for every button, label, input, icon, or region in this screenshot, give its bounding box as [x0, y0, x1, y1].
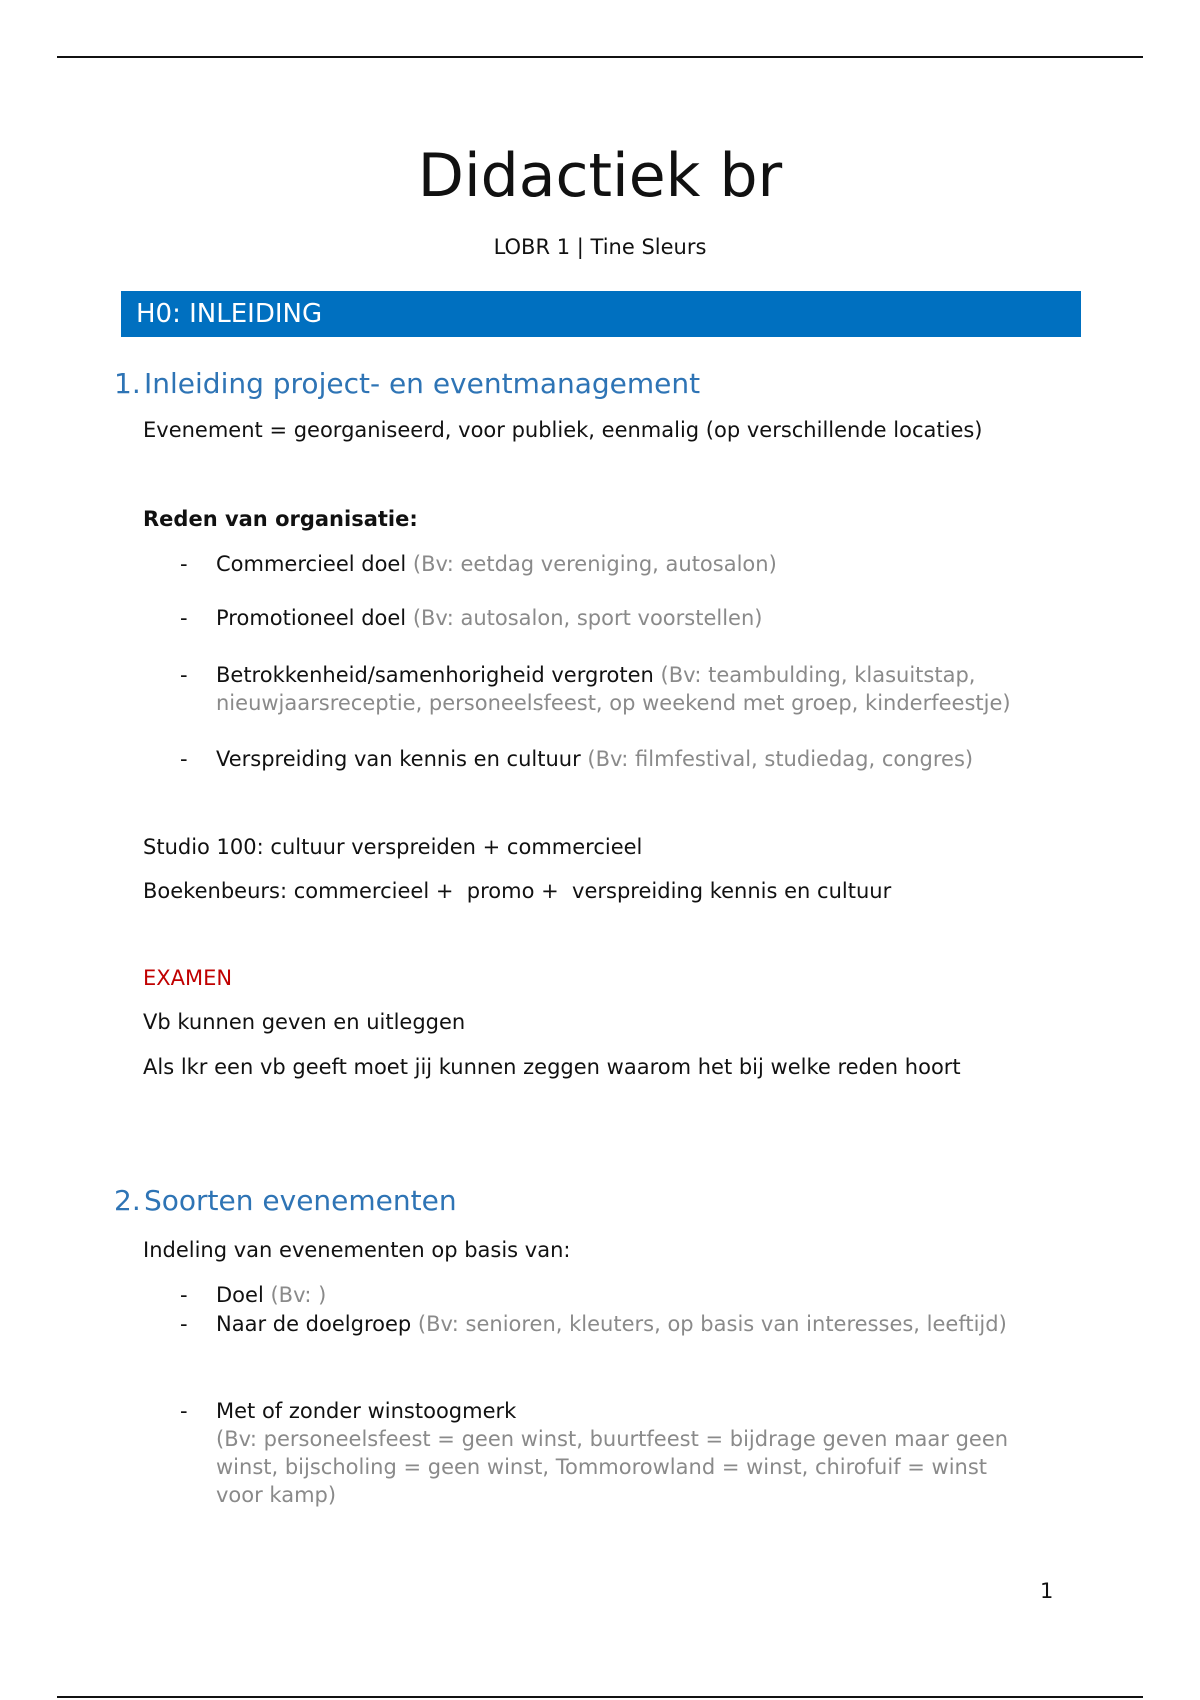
reason-label: Verspreiding van kennis en cultuur [216, 747, 581, 771]
bullet-dash: - [180, 1399, 188, 1423]
reason-example: (Bv: autosalon, sport voorstellen) [412, 606, 763, 630]
type-label: Met of zonder winstoogmerk [216, 1399, 517, 1423]
type-example-line: (Bv: personeelsfeest = geen winst, buurtfeest = bijdrage geven maar geen [216, 1427, 1009, 1451]
bullet-dash: - [180, 663, 188, 687]
bottom-rule [57, 1696, 1143, 1698]
reason-example: (Bv: filmfestival, studiedag, congres) [587, 747, 974, 771]
type-example: (Bv: senioren, kleuters, op basis van interesses, leeftijd) [417, 1312, 1007, 1336]
reason-example: (Bv: teambulding, klasuitstap, [660, 663, 976, 687]
event-definition: Evenement = georganiseerd, voor publiek, eenmalig (op verschillende locaties) [143, 418, 983, 442]
list-item [180, 1397, 1080, 1509]
document-title: Didactiek br [417, 141, 783, 211]
exam-line-2: Als lkr een vb geeft moet jij kunnen zeggen waarom het bij welke reden hoort [143, 1055, 961, 1079]
exam-label: EXAMEN [143, 966, 233, 990]
reason-label: Promotioneel doel [216, 606, 407, 630]
top-rule [57, 56, 1143, 58]
type-example: (Bv: ) [270, 1283, 327, 1307]
bullet-dash: - [180, 606, 188, 630]
section-1-number: 1. [114, 367, 141, 400]
list-item [180, 1281, 1080, 1309]
reason-label: Commercieel doel [216, 552, 407, 576]
list-item [180, 661, 1080, 717]
list-item [180, 604, 1080, 632]
bullet-dash: - [180, 1283, 188, 1307]
reason-label: Betrokkenheid/samenhorigheid vergroten [216, 663, 654, 687]
note-studio: Studio 100: cultuur verspreiden + commercieel [143, 835, 643, 859]
list-item [180, 550, 1080, 578]
reason-example: (Bv: eetdag vereniging, autosalon) [412, 552, 777, 576]
section-2-intro: Indeling van evenementen op basis van: [143, 1238, 571, 1262]
bullet-dash: - [180, 1312, 188, 1336]
type-example-line: winst, bijscholing = geen winst, Tommorowland = winst, chirofuif = winst [216, 1455, 988, 1479]
type-label: Naar de doelgroep [216, 1312, 412, 1336]
document-subtitle: LOBR 1 | Tine Sleurs [493, 235, 707, 259]
type-label: Doel [216, 1283, 264, 1307]
reasons-heading: Reden van organisatie: [143, 507, 418, 531]
section-2-heading [114, 1183, 457, 1219]
section-1-heading [114, 366, 700, 402]
list-item [180, 1310, 1080, 1338]
chapter-heading: H0: INLEIDING [121, 291, 1081, 337]
exam-line-1: Vb kunnen geven en uitleggen [143, 1010, 466, 1034]
type-example-line: voor kamp) [216, 1483, 337, 1507]
bullet-dash: - [180, 747, 188, 771]
section-2-title: Soorten evenementen [144, 1184, 457, 1217]
page-number: 1 [1040, 1579, 1054, 1603]
reason-example-line2: nieuwjaarsreceptie, personeelsfeest, op weekend met groep, kinderfeestje) [216, 691, 1011, 715]
note-boekenbeurs: Boekenbeurs: commercieel + promo + verspreiding kennis en cultuur [143, 879, 892, 903]
section-1-title: Inleiding project- en eventmanagement [144, 367, 701, 400]
section-2-number: 2. [114, 1184, 141, 1217]
bullet-dash: - [180, 552, 188, 576]
list-item [180, 745, 1080, 773]
